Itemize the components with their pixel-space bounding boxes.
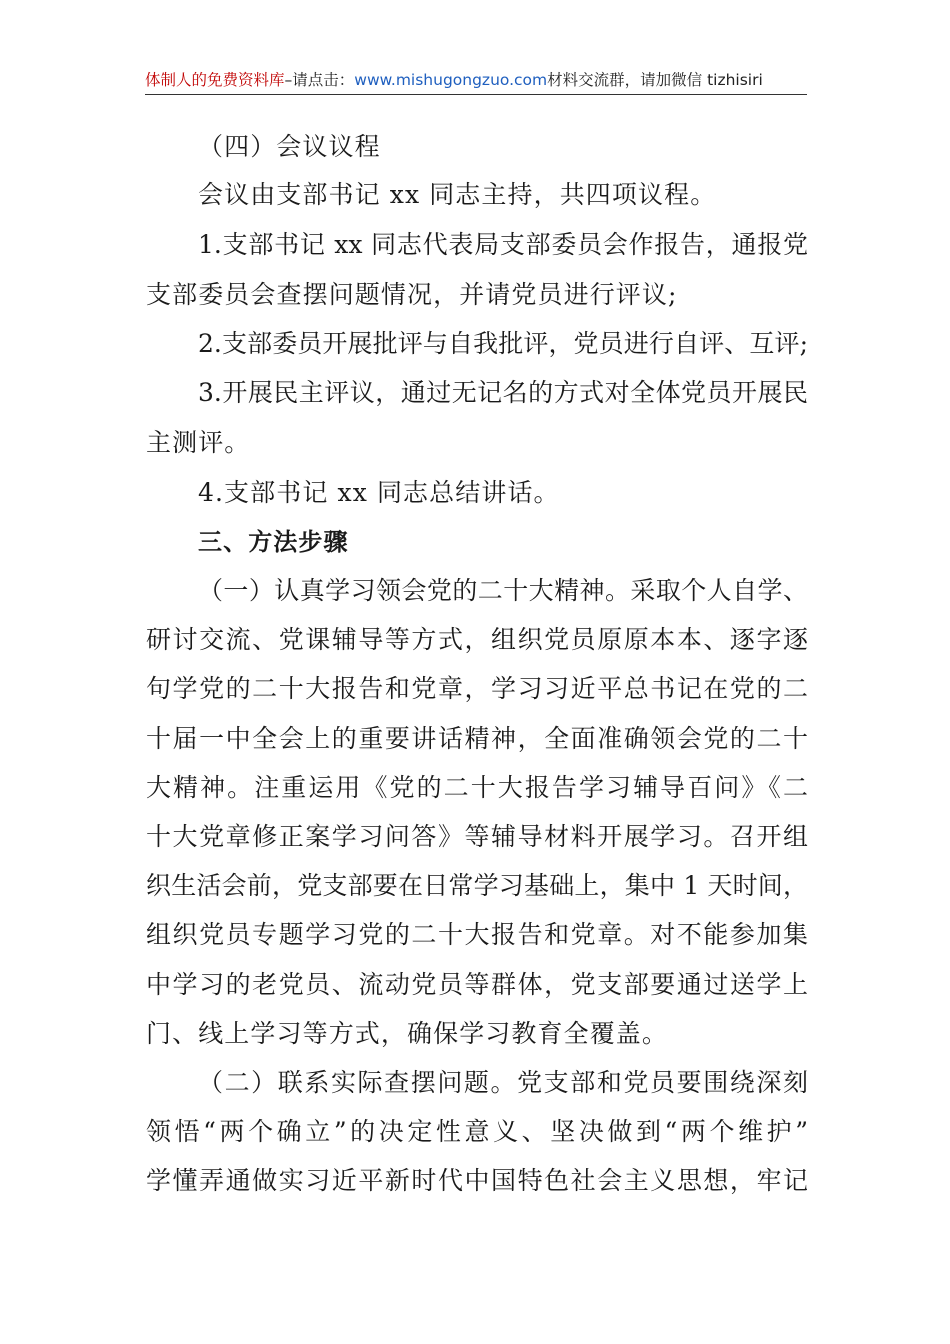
header-divider — [145, 94, 807, 95]
paragraph-line: 主测评。 — [146, 428, 251, 457]
paragraph-line: 门、线上学习等方式，确保学习教育全覆盖。 — [146, 1019, 669, 1048]
paragraph-line: （二）联系实际查摆问题。党支部和党员要围绕深刻 — [198, 1068, 808, 1097]
paragraph-line: 3.开展民主评议，通过无记名的方式对全体党员开展民 — [198, 378, 808, 407]
paragraph-line: （一）认真学习领会党的二十大精神。采取个人自学、 — [198, 576, 808, 605]
paragraph-line: 组织党员专题学习党的二十大报告和党章。对不能参加集 — [146, 920, 808, 949]
paragraph-line: 研讨交流、党课辅导等方式，组织党员原原本本、逐字逐 — [146, 625, 808, 654]
paragraph-line: 学懂弄通做实习近平新时代中国特色社会主义思想，牢记 — [146, 1166, 808, 1195]
paragraph-line: 中学习的老党员、流动党员等群体，党支部要通过送学上 — [146, 970, 808, 999]
paragraph-line: 会议由支部书记 xx 同志主持，共四项议程。 — [198, 180, 717, 209]
paragraph-line: 领悟“两个确立”的决定性意义、坚决做到“两个维护” — [146, 1117, 808, 1146]
paragraph-line: 织生活会前，党支部要在日常学习基础上，集中 1 天时间， — [146, 871, 808, 900]
header-tail: 材料交流群，请加微信 tizhisiri — [547, 71, 763, 89]
section-heading: 三、方法步骤 — [198, 528, 349, 556]
header-brand: 体制人的免费资料库 — [145, 71, 285, 89]
subheading-agenda: （四）会议议程 — [198, 132, 381, 161]
paragraph-line: 2.支部委员开展批评与自我批评，党员进行自评、互评; — [198, 329, 808, 358]
paragraph-line: 4.支部书记 xx 同志总结讲话。 — [198, 478, 560, 507]
paragraph-line: 十届一中全会上的重要讲话精神，全面准确领会党的二十 — [146, 724, 808, 753]
page-header — [145, 68, 807, 92]
header-link[interactable]: www.mishugongzuo.com — [354, 71, 548, 89]
paragraph-line: 支部委员会查摆问题情况，并请党员进行评议; — [146, 280, 678, 309]
paragraph-line: 十大党章修正案学习问答》等辅导材料开展学习。召开组 — [146, 822, 808, 851]
paragraph-line: 大精神。注重运用《党的二十大报告学习辅导百问》《二 — [146, 773, 808, 802]
header-prompt: –请点击： — [284, 71, 355, 89]
paragraph-line: 1.支部书记 xx 同志代表局支部委员会作报告，通报党 — [198, 230, 808, 259]
paragraph-line: 句学党的二十大报告和党章，学习习近平总书记在党的二 — [146, 674, 808, 703]
